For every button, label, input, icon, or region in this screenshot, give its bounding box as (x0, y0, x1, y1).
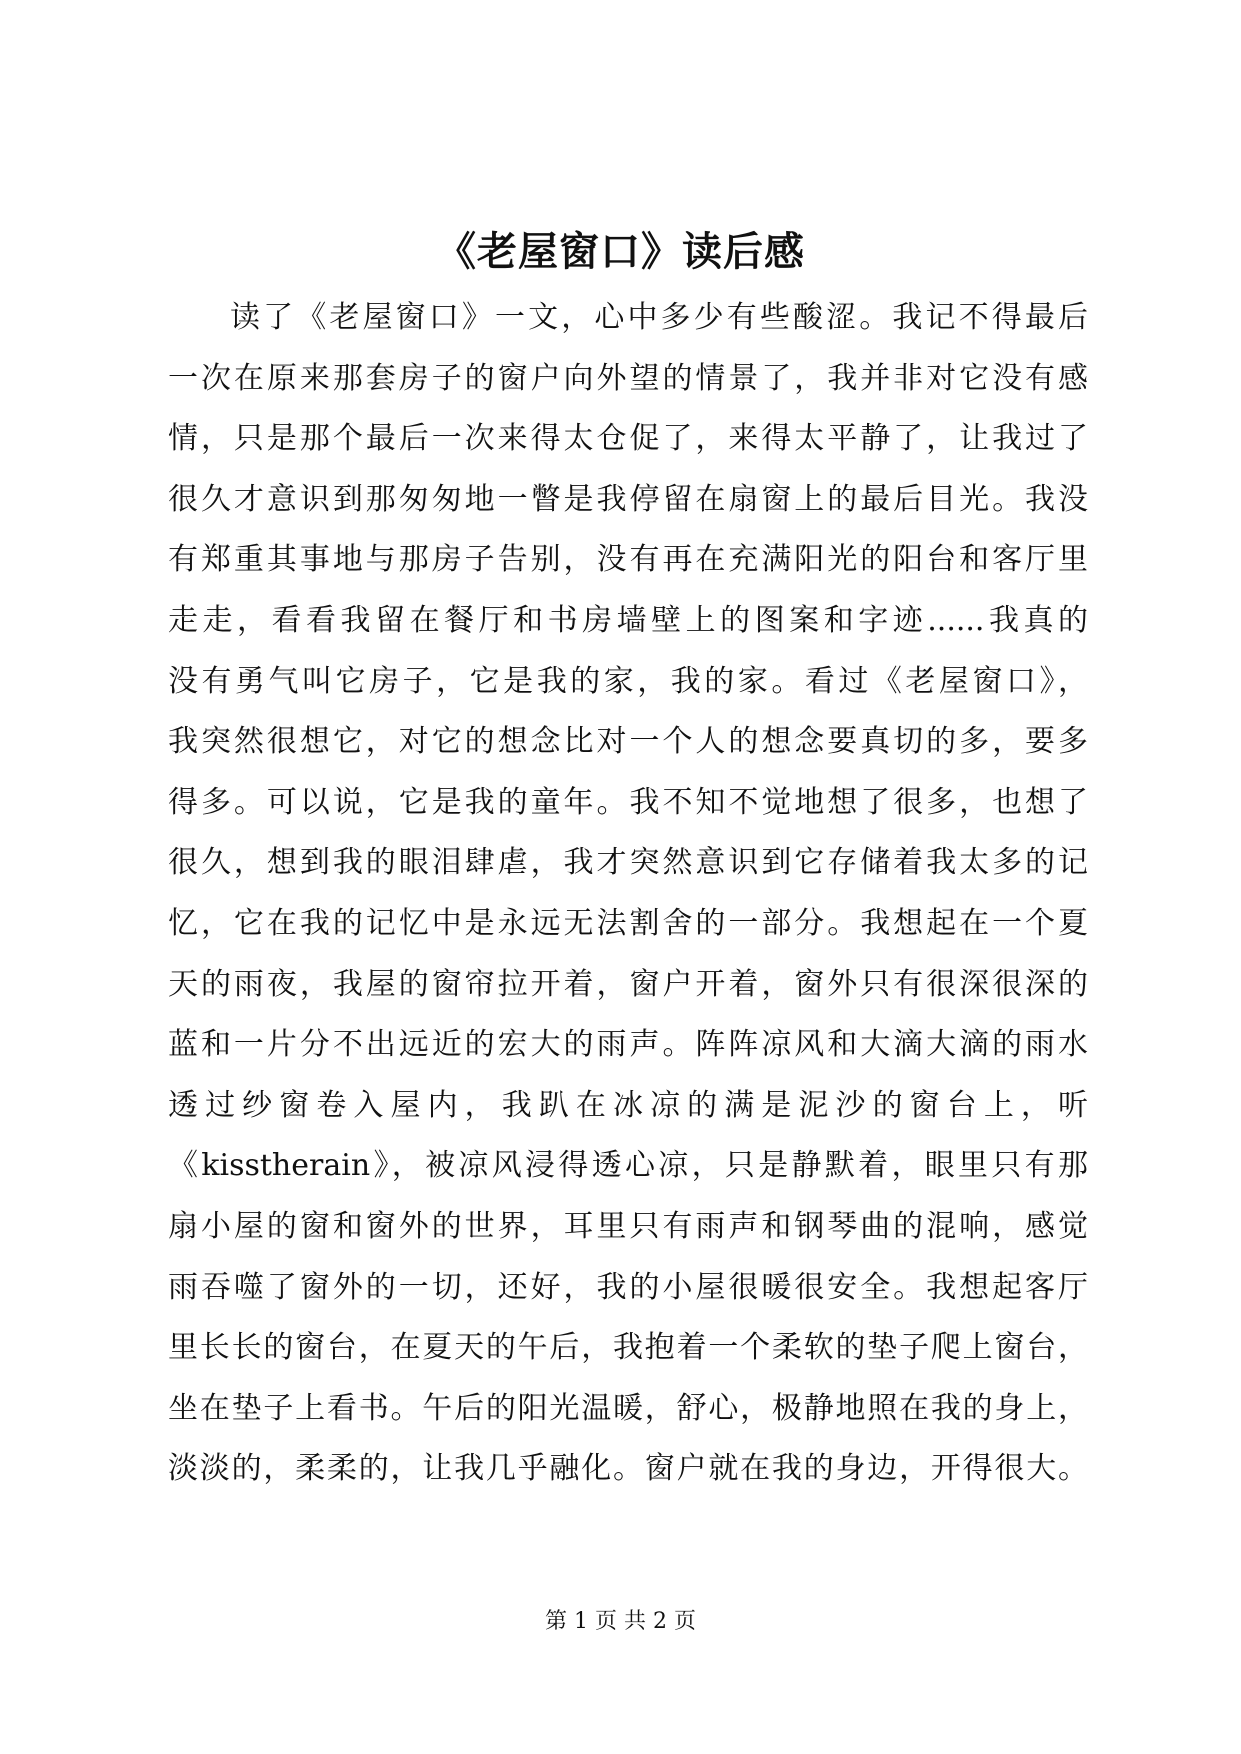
body-line: 里长长的窗台，在夏天的午后，我抱着一个柔软的垫子爬上窗台， (168, 1330, 1088, 1366)
document-title: 《老屋窗口》读后感 (436, 228, 805, 275)
body-line: 淡淡的，柔柔的，让我几乎融化。窗户就在我的身边，开得很大。 (168, 1451, 1088, 1487)
body-line: 天的雨夜，我屋的窗帘拉开着，窗户开着，窗外只有很深很深的 (168, 966, 1088, 1002)
body-line: 很久，想到我的眼泪肆虐，我才突然意识到它存储着我太多的记 (168, 845, 1088, 881)
body-line: 走走，看看我留在餐厅和书房墙壁上的图案和字迹......我真的 (168, 602, 1088, 638)
body-line: 透过纱窗卷入屋内，我趴在冰凉的满是泥沙的窗台上，听 (168, 1087, 1088, 1123)
body-line: 蓝和一片分不出远近的宏大的雨声。阵阵凉风和大滴大滴的雨水 (168, 1027, 1088, 1063)
body-line: 《kisstherain》，被凉风浸得透心凉，只是静默着，眼里只有那 (168, 1148, 1088, 1184)
body-line: 一次在原来那套房子的窗户向外望的情景了，我并非对它没有感 (168, 360, 1088, 396)
body-line: 情，只是那个最后一次来得太仓促了，来得太平静了，让我过了 (168, 421, 1088, 457)
body-line: 忆，它在我的记忆中是永远无法割舍的一部分。我想起在一个夏 (168, 905, 1088, 941)
body-line: 没有勇气叫它房子，它是我的家，我的家。看过《老屋窗口》， (168, 663, 1088, 699)
document-body (168, 288, 1088, 1500)
body-line: 雨吞噬了窗外的一切，还好，我的小屋很暖很安全。我想起客厅 (168, 1269, 1088, 1305)
body-line: 坐在垫子上看书。午后的阳光温暖，舒心，极静地照在我的身上， (168, 1390, 1088, 1426)
page-footer: 第 1 页 共 2 页 (545, 1609, 696, 1634)
body-line: 我突然很想它，对它的想念比对一个人的想念要真切的多，要多 (168, 724, 1088, 760)
body-line: 很久才意识到那匆匆地一瞥是我停留在扇窗上的最后目光。我没 (168, 481, 1088, 517)
body-line: 扇小屋的窗和窗外的世界，耳里只有雨声和钢琴曲的混响，感觉 (168, 1208, 1088, 1244)
body-line: 得多。可以说，它是我的童年。我不知不觉地想了很多，也想了 (168, 784, 1088, 820)
body-line: 读了《老屋窗口》一文，心中多少有些酸涩。我记不得最后 (230, 300, 1088, 335)
body-line: 有郑重其事地与那房子告别，没有再在充满阳光的阳台和客厅里 (168, 542, 1088, 578)
